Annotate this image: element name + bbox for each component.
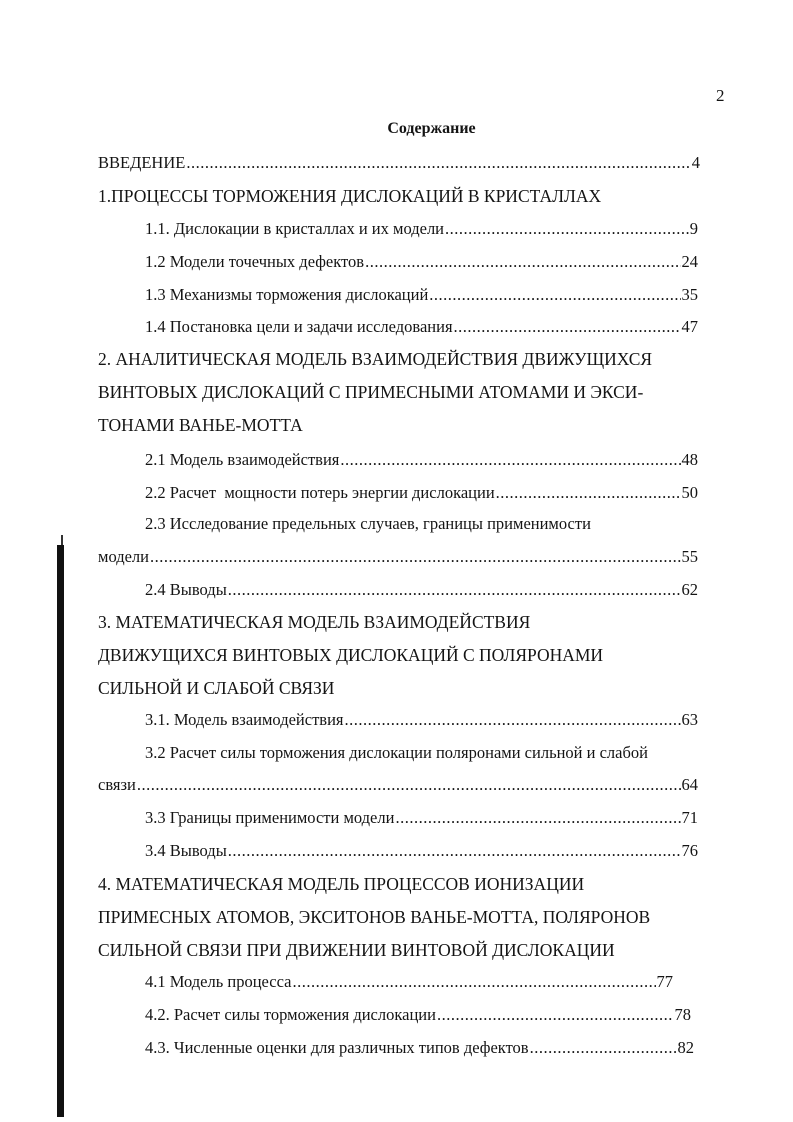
toc-entry-page: 82 [677,1038,694,1057]
dot-leader [429,283,680,307]
toc-entry-4-3[interactable] [145,1036,694,1060]
toc-entry-label: 3.3 Границы применимости модели [145,808,395,827]
toc-entry-1-2[interactable] [145,250,698,274]
dot-leader [292,970,655,994]
toc-entry-label: 4.2. Расчет силы торможения дислокации [145,1005,436,1024]
toc-entry-page: 77 [656,972,673,991]
toc-entry-page: 64 [681,775,698,794]
toc-entry-label: 3.4 Выводы [145,841,227,860]
toc-entry-label: 3.1. Модель взаимодействия [145,710,344,729]
toc-entry-page: 9 [689,219,698,238]
toc-entry-label: 2.1 Модель взаимодействия [145,450,340,469]
toc-entry-page: 48 [681,450,698,469]
toc-entry-4-1[interactable] [145,970,673,994]
dot-leader [437,1003,674,1027]
toc-entry-2-1[interactable] [145,448,698,472]
toc-entry-label: 1.1. Дислокации в кристаллах и их модели [145,219,445,238]
toc-entry-label: 2.2 Расчет мощности потерь энергии дислокации [145,483,495,502]
toc-entry-intro[interactable] [98,151,700,175]
toc-entry-label: 2.4 Выводы [145,580,227,599]
chapter-1-heading[interactable]: 1.ПРОЦЕССЫ ТОРМОЖЕНИЯ ДИСЛОКАЦИЙ В КРИСТАЛЛАХ [98,186,602,206]
dot-leader [445,217,689,241]
toc-entry-3-4[interactable] [145,839,698,863]
dot-leader [340,448,680,472]
toc-entry-page: 78 [674,1005,691,1024]
toc-entry-3-1[interactable] [145,708,698,732]
toc-title: Содержание [387,120,476,137]
toc-entry-page: 76 [681,841,698,860]
chapter-3-heading[interactable]: 3. МАТЕМАТИЧЕСКАЯ МОДЕЛЬ ВЗАИМОДЕЙСТВИЯ ДВИЖУЩИХСЯ ВИНТОВЫХ ДИСЛОКАЦИЙ С ПОЛЯРОНАМИ СИЛЬНОЙ И СЛАБОЙ СВЯЗИ [98,612,604,698]
toc-entry-4-2[interactable] [145,1003,691,1027]
toc-entry-label: модели [98,547,149,566]
toc-entry-label: 1.2 Модели точечных дефектов [145,252,365,271]
toc-entry-label: 4.3. Численные оценки для различных типов дефектов [145,1038,529,1057]
toc-entry-label: 1.4 Постановка цели и задачи исследования [145,317,453,336]
dot-leader [365,250,680,274]
toc-entry-2-3[interactable] [145,512,665,536]
toc-entry-label: 4.1 Модель процесса [145,972,292,991]
dot-leader [454,315,681,339]
toc-entry-2-2[interactable] [145,481,698,505]
toc-entry-1-3[interactable] [145,283,698,307]
toc-entry-page: 4 [691,153,700,172]
dot-leader [344,708,680,732]
toc-entry-page: 71 [681,808,698,827]
dot-leader [228,578,681,602]
toc-entry-2-3-continued[interactable] [98,545,698,569]
chapter-4-heading[interactable]: 4. МАТЕМАТИЧЕСКАЯ МОДЕЛЬ ПРОЦЕССОВ ИОНИЗАЦИИ ПРИМЕСНЫХ АТОМОВ, ЭКСИТОНОВ ВАНЬЕ-МОТТА, ПОЛЯРОНОВ СИЛЬНОЙ СВЯЗИ ПРИ ДВИЖЕНИИ ВИНТОВОЙ ДИСЛОКАЦИИ [98,874,651,960]
chapter-2-heading[interactable]: 2. АНАЛИТИЧЕСКАЯ МОДЕЛЬ ВЗАИМОДЕЙСТВИЯ ДВИЖУЩИХСЯ ВИНТОВЫХ ДИСЛОКАЦИЙ С ПРИМЕСНЫМИ АТОМАМИ И ЭКСИ- ТОНАМИ ВАНЬЕ-МОТТА [98,349,653,435]
toc-entry-label: 2.3 Исследование предельных случаев, границы применимости [145,514,591,533]
toc-entry-page: 47 [681,317,698,336]
toc-entry-page: 35 [681,285,698,304]
page-number: 2 [716,86,725,105]
toc-entry-3-3[interactable] [145,806,698,830]
dot-leader [186,151,690,175]
toc-entry-3-2[interactable] [145,741,725,765]
toc-entry-1-1[interactable] [145,217,698,241]
toc-entry-label: 1.3 Механизмы торможения дислокаций [145,285,429,304]
toc-entry-page: 24 [681,252,698,271]
toc-entry-3-2-continued[interactable] [98,773,698,797]
scan-edge-shadow [57,545,64,1117]
toc-entry-1-4[interactable] [145,315,698,339]
dot-leader [137,773,681,797]
toc-entry-page: 50 [681,483,698,502]
toc-entry-page: 62 [681,580,698,599]
toc-entry-page: 55 [681,547,698,566]
toc-entry-label: связи [98,775,136,794]
dot-leader [496,481,681,505]
toc-entry-label: ВВЕДЕНИЕ [98,153,186,172]
toc-entry-label: 3.2 Расчет силы торможения дислокации поляронами сильной и слабой [145,743,648,762]
dot-leader [395,806,680,830]
dot-leader [228,839,681,863]
dot-leader [530,1036,677,1060]
toc-entry-page: 63 [681,710,698,729]
toc-entry-2-4[interactable] [145,578,698,602]
dot-leader [150,545,681,569]
